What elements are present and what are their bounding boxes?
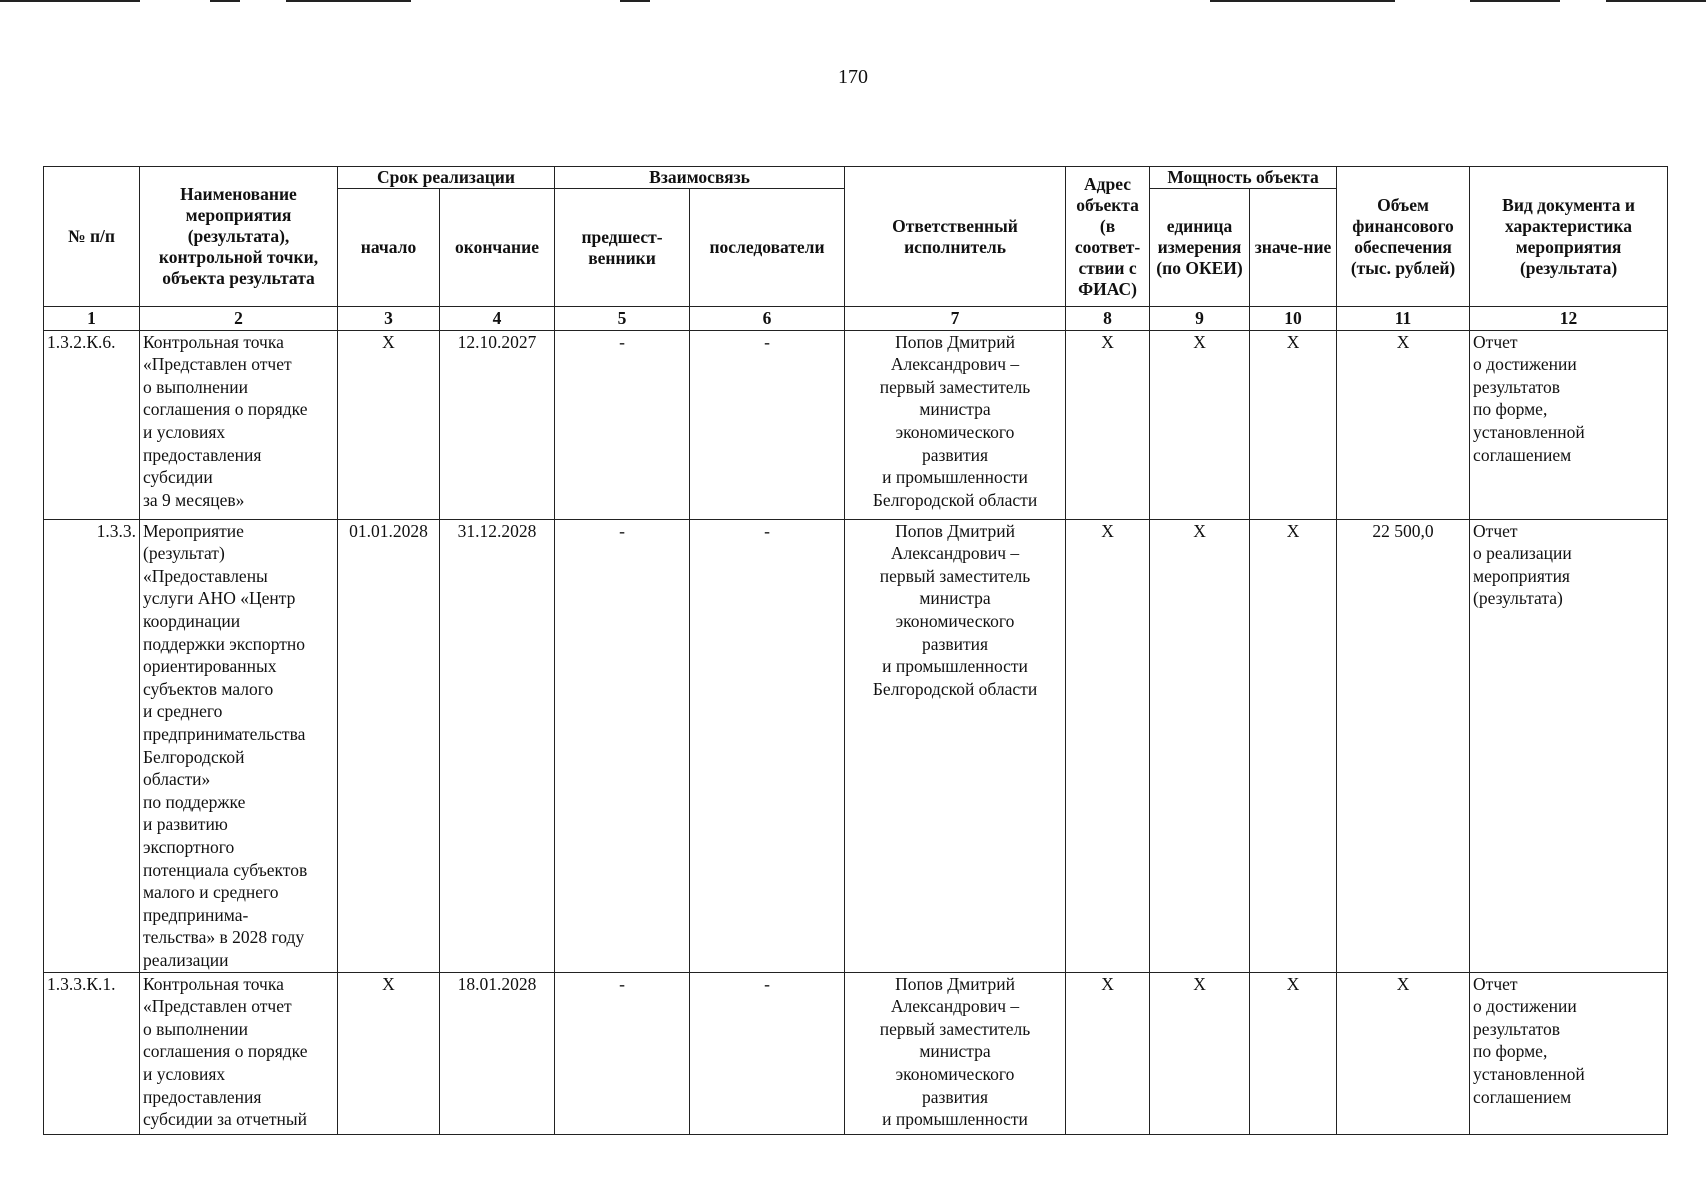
header-name: Наименование мероприятия (результата), контрольной точки, объекта результата — [140, 167, 338, 307]
row-number: 1.3.2.К.6. — [44, 330, 140, 519]
page-number: 170 — [838, 66, 868, 88]
row-document: Отчет о реализации мероприятия (результата) — [1470, 519, 1668, 972]
row-name: Контрольная точка «Представлен отчет о выполнении соглашения о порядке и условиях предоставления субсидии за отчетный — [140, 972, 338, 1134]
row-address: X — [1066, 972, 1150, 1134]
row-start: 01.01.2028 — [338, 519, 440, 972]
header-document: Вид документа и характеристика мероприятия (результата) — [1470, 167, 1668, 307]
row-end: 12.10.2027 — [440, 330, 555, 519]
row-address: X — [1066, 330, 1150, 519]
row-start: X — [338, 330, 440, 519]
header-link: Взаимосвязь — [555, 167, 845, 189]
column-number: 3 — [338, 307, 440, 331]
header-start: начало — [338, 189, 440, 307]
header-capacity: Мощность объекта — [1150, 167, 1337, 189]
row-unit: X — [1150, 330, 1250, 519]
column-number: 1 — [44, 307, 140, 331]
activities-table — [43, 166, 1668, 1135]
column-number: 7 — [845, 307, 1066, 331]
row-predecessors: - — [555, 519, 690, 972]
scan-edge-line — [1210, 0, 1395, 2]
header-period: Срок реализации — [338, 167, 555, 189]
scan-edge-line — [210, 0, 240, 2]
row-responsible: Попов Дмитрий Александрович – первый заместитель министра экономического развития и промышленности — [845, 972, 1066, 1134]
row-name: Контрольная точка «Представлен отчет о выполнении соглашения о порядке и условиях предоставления субсидии за 9 месяцев» — [140, 330, 338, 519]
row-address: X — [1066, 519, 1150, 972]
header-predecessors: предшест-венники — [555, 189, 690, 307]
scan-edge-line — [1606, 0, 1706, 2]
row-finance: X — [1337, 330, 1470, 519]
header-address: Адрес объекта (в соответ-ствии с ФИАС) — [1066, 167, 1150, 307]
row-end: 18.01.2028 — [440, 972, 555, 1134]
row-document: Отчет о достижении результатов по форме, установленной соглашением — [1470, 330, 1668, 519]
row-successors: - — [690, 972, 845, 1134]
column-number: 2 — [140, 307, 338, 331]
column-number: 5 — [555, 307, 690, 331]
table-row — [44, 519, 1668, 972]
header-successors: последователи — [690, 189, 845, 307]
row-end: 31.12.2028 — [440, 519, 555, 972]
column-number-row — [44, 307, 1668, 331]
row-number: 1.3.3.К.1. — [44, 972, 140, 1134]
header-responsible: Ответственный исполнитель — [845, 167, 1066, 307]
row-unit: X — [1150, 972, 1250, 1134]
row-document: Отчет о достижении результатов по форме, установленной соглашением — [1470, 972, 1668, 1134]
column-number: 8 — [1066, 307, 1150, 331]
header-unit: единица измерения (по ОКЕИ) — [1150, 189, 1250, 307]
header-num: № п/п — [44, 167, 140, 307]
row-value: X — [1250, 972, 1337, 1134]
scan-edge-line — [286, 0, 411, 2]
column-number: 11 — [1337, 307, 1470, 331]
row-number: 1.3.3. — [44, 519, 140, 972]
row-unit: X — [1150, 519, 1250, 972]
column-number: 12 — [1470, 307, 1668, 331]
row-responsible: Попов Дмитрий Александрович – первый заместитель министра экономического развития и промышленности Белгородской области — [845, 519, 1066, 972]
row-successors: - — [690, 519, 845, 972]
table-row — [44, 972, 1668, 1134]
row-predecessors: - — [555, 972, 690, 1134]
table-row — [44, 330, 1668, 519]
row-responsible: Попов Дмитрий Александрович – первый заместитель министра экономического развития и промышленности Белгородской области — [845, 330, 1066, 519]
header-value: значе-ние — [1250, 189, 1337, 307]
column-number: 10 — [1250, 307, 1337, 331]
row-successors: - — [690, 330, 845, 519]
row-finance: X — [1337, 972, 1470, 1134]
column-number: 4 — [440, 307, 555, 331]
column-number: 9 — [1150, 307, 1250, 331]
header-end: окончание — [440, 189, 555, 307]
header-finance: Объем финансового обеспечения (тыс. рублей) — [1337, 167, 1470, 307]
scan-edge-line — [1470, 0, 1560, 2]
row-start: X — [338, 972, 440, 1134]
column-number: 6 — [690, 307, 845, 331]
row-name: Мероприятие (результат) «Предоставлены услуги АНО «Центр координации поддержки экспортно ориентированных субъектов малого и среднего предпринимательства Белгородской области» по поддержке и развитию экспортного потенциала субъектов малого и среднего предпринима- тельства» в 2028 году реализации — [140, 519, 338, 972]
row-finance: 22 500,0 — [1337, 519, 1470, 972]
scan-edge-line — [0, 0, 140, 2]
row-value: X — [1250, 330, 1337, 519]
row-predecessors: - — [555, 330, 690, 519]
scan-edge-line — [620, 0, 650, 2]
row-value: X — [1250, 519, 1337, 972]
